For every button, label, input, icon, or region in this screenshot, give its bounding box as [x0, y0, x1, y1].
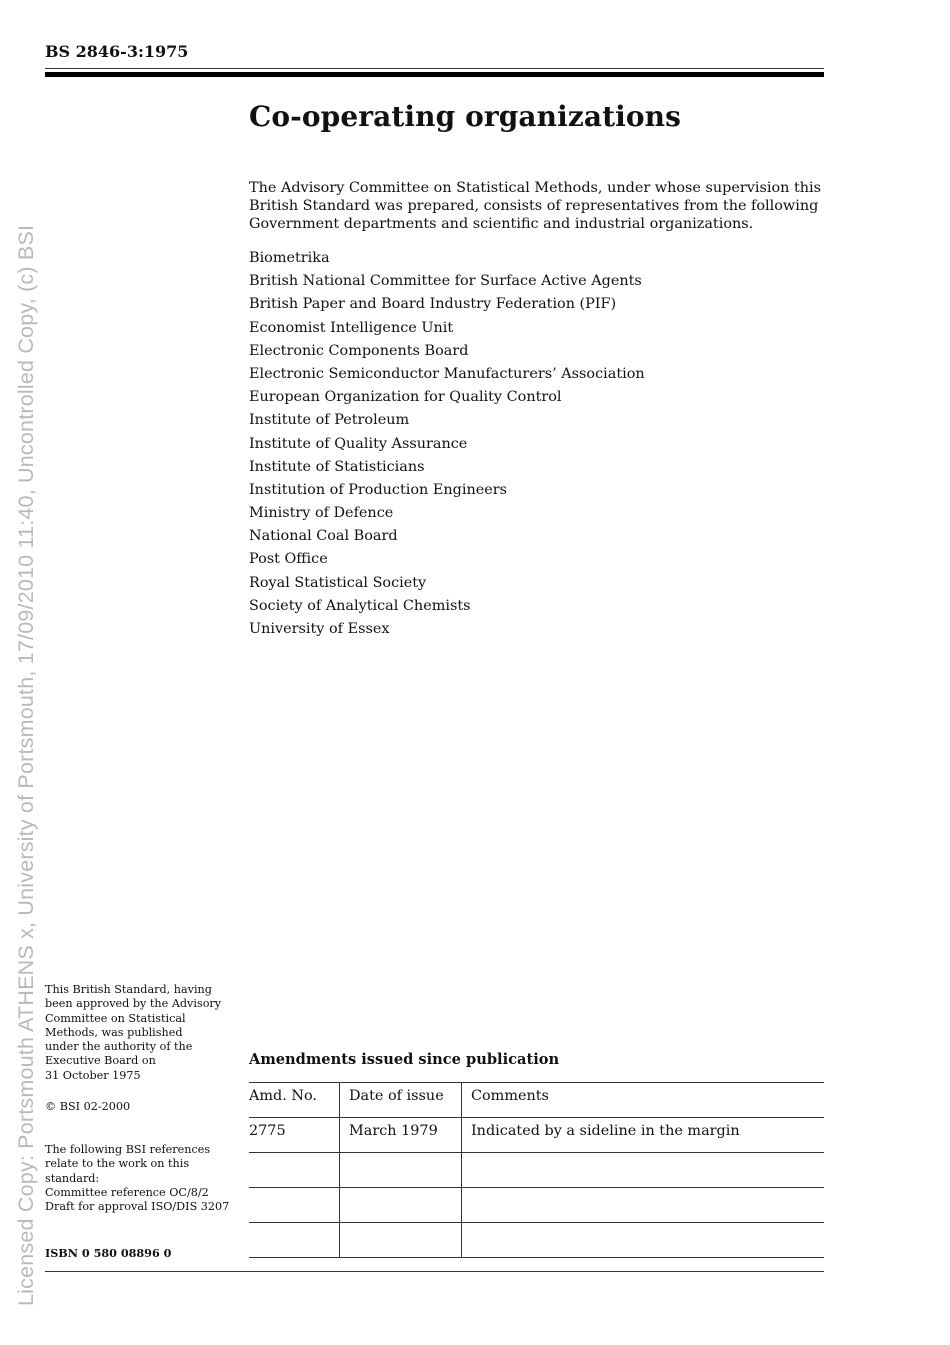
organization-item: Electronic Components Board: [249, 342, 469, 359]
approval-line: Executive Board on: [45, 1054, 156, 1068]
intro-paragraph: The Advisory Committee on Statistical Methods, under whose supervision this British Standard was prepared, consists of representatives from the following Government departments and scientific and industrial organizations.: [249, 180, 822, 232]
comments-cell: [462, 1188, 825, 1223]
date-of-issue-cell: [340, 1223, 462, 1258]
column-header-amd-no: Amd. No.: [249, 1083, 340, 1118]
header-rule-thin: [45, 68, 824, 69]
amd-no-cell: [249, 1188, 340, 1223]
approval-line: 31 October 1975: [45, 1068, 141, 1082]
organization-item: Royal Statistical Society: [249, 574, 427, 591]
table-row: [249, 1188, 824, 1223]
comments-cell: Indicated by a sideline in the margin: [462, 1118, 825, 1153]
organization-item: National Coal Board: [249, 528, 398, 545]
amendments-heading: Amendments issued since publication: [249, 1051, 560, 1068]
column-header-comments: Comments: [462, 1083, 825, 1118]
reference-line: The following BSI references: [45, 1143, 211, 1156]
reference-line: standard:: [45, 1171, 100, 1185]
organization-item: Institute of Petroleum: [249, 412, 410, 429]
amd-no-cell: [249, 1223, 340, 1258]
approval-line: This British Standard, having: [45, 983, 212, 996]
approval-line: been approved by the Advisory: [45, 997, 222, 1011]
organization-item: Economist Intelligence Unit: [249, 319, 454, 336]
organization-item: Society of Analytical Chemists: [249, 597, 471, 614]
page-title: Co-operating organizations: [249, 100, 681, 133]
organization-item: Institute of Quality Assurance: [249, 435, 468, 452]
header-rule-thick: [45, 72, 824, 77]
comments-cell: [462, 1223, 825, 1258]
organization-item: Post Office: [249, 551, 328, 568]
comments-cell: [462, 1153, 825, 1188]
table-header-row: [249, 1083, 824, 1118]
table-row: [249, 1153, 824, 1188]
organization-item: Biometrika: [249, 250, 330, 266]
reference-line: Draft for approval ISO/DIS 3207: [45, 1200, 230, 1214]
organization-item: Ministry of Defence: [249, 505, 394, 522]
organization-item: European Organization for Quality Control: [249, 389, 562, 406]
date-of-issue-cell: [340, 1153, 462, 1188]
document-code: BS 2846-3:1975: [45, 42, 189, 61]
table-row: [249, 1118, 824, 1153]
approval-statement: [45, 983, 245, 1083]
date-of-issue-cell: March 1979: [340, 1118, 462, 1153]
approval-line: Committee on Statistical: [45, 1011, 186, 1025]
license-watermark: Licensed Copy: Portsmouth ATHENS x, University of Portsmouth, 17/09/2010 11:40, Uncontrolled Copy, (c) BSI: [14, 224, 38, 1306]
date-of-issue-cell: [340, 1188, 462, 1223]
organization-item: Institute of Statisticians: [249, 458, 425, 475]
organization-item: Institution of Production Engineers: [249, 481, 508, 498]
amd-no-cell: [249, 1153, 340, 1188]
organization-item: British Paper and Board Industry Federation (PIF): [249, 296, 617, 313]
bsi-references: [45, 1143, 245, 1214]
copyright-notice: © BSI 02-2000: [45, 1100, 131, 1113]
organization-item: British National Committee for Surface Active Agents: [249, 273, 642, 290]
reference-line: relate to the work on this: [45, 1157, 190, 1171]
column-header-date-of-issue: Date of issue: [340, 1083, 462, 1118]
table-row: [249, 1223, 824, 1258]
isbn: ISBN 0 580 08896 0: [45, 1246, 172, 1260]
reference-line: Committee reference OC/8/2: [45, 1185, 209, 1199]
amd-no-cell: 2775: [249, 1118, 340, 1153]
amendments-table: [249, 1082, 824, 1258]
approval-line: Methods, was published: [45, 1025, 183, 1039]
organization-item: University of Essex: [249, 621, 390, 637]
organization-item: Electronic Semiconductor Manufacturers’ Association: [249, 365, 645, 382]
approval-line: under the authority of the: [45, 1040, 193, 1054]
footer-rule: [45, 1271, 824, 1272]
organization-list: [249, 248, 645, 642]
